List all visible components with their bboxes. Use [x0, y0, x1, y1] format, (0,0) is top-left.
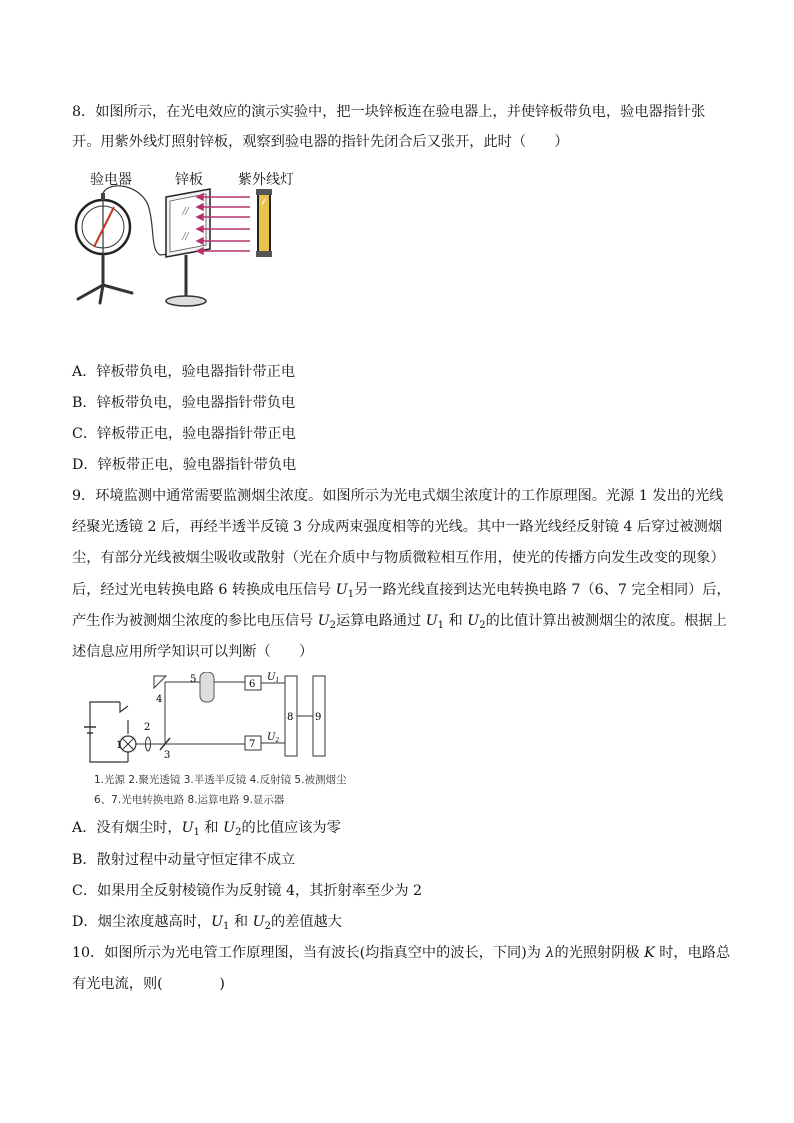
- q9-caption-line2: 6、7.光电转换电路 8.运算电路 9.显示器: [94, 794, 285, 806]
- label-6: 6: [249, 679, 256, 690]
- q9-line5-text-b: 运算电路通过: [336, 613, 426, 629]
- q8-option-a: A．锌板带负电，验电器指针带正电: [72, 364, 296, 380]
- q9-stem-line4: [72, 580, 731, 605]
- u2-subscript: 2: [264, 921, 271, 932]
- u1-subscript: 1: [437, 620, 445, 631]
- lambda-symbol: λ: [545, 945, 555, 961]
- label-8: 8: [287, 712, 294, 723]
- q9-option-b: B．散射过程中动量守恒定律不成立: [72, 852, 296, 868]
- q9-circuit-diagram: [80, 672, 350, 772]
- q9-line4-text-b: 另一路光线直接到达光电转换电路 7（6、7 完全相同）后，: [354, 582, 731, 598]
- u1-subscript: 1: [193, 827, 200, 838]
- q10-stem-line2: 有光电流，则( ): [72, 976, 225, 992]
- q9-line5-text-d: 的比值计算出被测烟尘的浓度。根据上: [485, 613, 727, 629]
- q10-line1-text-a: 10．如图所示为光电管工作原理图，当有波长(均指真空中的波长，下同)为: [72, 945, 546, 961]
- u1-symbol: U: [211, 914, 224, 930]
- u1-symbol: U: [181, 820, 194, 836]
- label-5: 5: [190, 674, 197, 685]
- q9-line5-text-a: 产生作为被测烟尘浓度的参比电压信号: [72, 613, 318, 629]
- uv-lamp-label: 紫外线灯: [238, 172, 294, 188]
- q9-option-d-text: D．烟尘浓度越高时，: [72, 914, 212, 930]
- label-9: 9: [315, 712, 322, 723]
- q8-stem-line2: 开。用紫外线灯照射锌板，观察到验电器的指针先闭合后又张开，此时（ ）: [72, 134, 569, 150]
- label-4: 4: [156, 694, 163, 705]
- u2-symbol: U: [317, 613, 330, 629]
- u2-subscript: 2: [235, 827, 242, 838]
- q10-stem-line1: [72, 943, 730, 963]
- label-7: 7: [249, 739, 256, 750]
- q9-option-d: [72, 912, 342, 937]
- q9-line5-text-c: 和: [444, 613, 468, 629]
- u2-symbol: U: [467, 613, 480, 629]
- q9-stem-line6: 述信息应用所学知识可以判断（ ）: [72, 644, 314, 660]
- u2-symbol: U: [252, 914, 265, 930]
- q9-option-a-tail: 的比值应该为零: [241, 820, 341, 836]
- u1-subscript: 1: [223, 921, 230, 932]
- smoke-sample-5: [200, 672, 214, 702]
- u1-subscript: 1: [347, 589, 355, 600]
- q9-stem-line2: 经聚光透镜 2 后，再经半透半反镜 3 分成两束强度相等的光线。其中一路光线经反射镜 4 后穿过被测烟: [72, 519, 723, 535]
- u1-symbol: U: [335, 582, 348, 598]
- label-u2: $U_2$: [267, 732, 280, 744]
- label-2: 2: [144, 722, 151, 733]
- q9-option-a-and: 和: [199, 820, 224, 836]
- q8-stem-line1: 8．如图所示，在光电效应的演示实验中，把一块锌板连在验电器上，并使锌板带负电，验电器指针张: [72, 104, 706, 120]
- zinc-plate-label: 锌板: [175, 172, 203, 188]
- q9-caption-line1: 1.光源 2.聚光透镜 3.半透半反镜 4.反射镜 5.被测烟尘: [94, 774, 347, 786]
- q9-option-a: [72, 818, 341, 843]
- q9-option-c: C．如果用全反射棱镜作为反射镜 4，其折射率至少为 2: [72, 883, 423, 899]
- q8-option-b: B．锌板带负电，验电器指针带负电: [72, 395, 296, 411]
- q10-line1-text-b: 的光照射阴极: [554, 945, 645, 961]
- q10-line1-text-c: 时，电路总: [654, 945, 731, 961]
- label-3: 3: [164, 750, 171, 761]
- u1-symbol: U: [425, 613, 438, 629]
- cathode-k-symbol: K: [644, 945, 655, 961]
- u2-subscript: 2: [329, 620, 337, 631]
- mirror-4: [154, 676, 166, 688]
- u2-subscript: 2: [479, 620, 486, 631]
- electroscope-apparatus-drawing: [70, 165, 310, 315]
- q9-option-a-text: A．没有烟尘时，: [72, 820, 182, 836]
- q9-stem-line3: 尘，有部分光线被烟尘吸收或散射（光在介质中与物质微粒相互作用，使光的传播方向发生改变的现象）: [72, 550, 725, 566]
- u2-symbol: U: [223, 820, 236, 836]
- q8-figure: [70, 165, 310, 315]
- q8-option-d: D．锌板带正电，验电器指针带负电: [72, 457, 297, 473]
- label-1: 1: [116, 740, 123, 751]
- label-u1: $U_1$: [267, 672, 280, 684]
- q8-option-c: C．锌板带正电，验电器指针带正电: [72, 426, 296, 442]
- q9-line4-text-a: 后，经过光电转换电路 6 转换成电压信号: [72, 582, 336, 598]
- electroscope-label: 验电器: [90, 172, 132, 188]
- q9-stem-line1: 9．环境监测中通常需要监测烟尘浓度。如图所示为光电式烟尘浓度计的工作原理图。光源 1 发出的光线: [72, 488, 724, 504]
- q9-option-d-tail: 的差值越大: [270, 914, 342, 930]
- q9-stem-line5: [72, 611, 727, 636]
- q9-option-d-and: 和: [229, 914, 253, 930]
